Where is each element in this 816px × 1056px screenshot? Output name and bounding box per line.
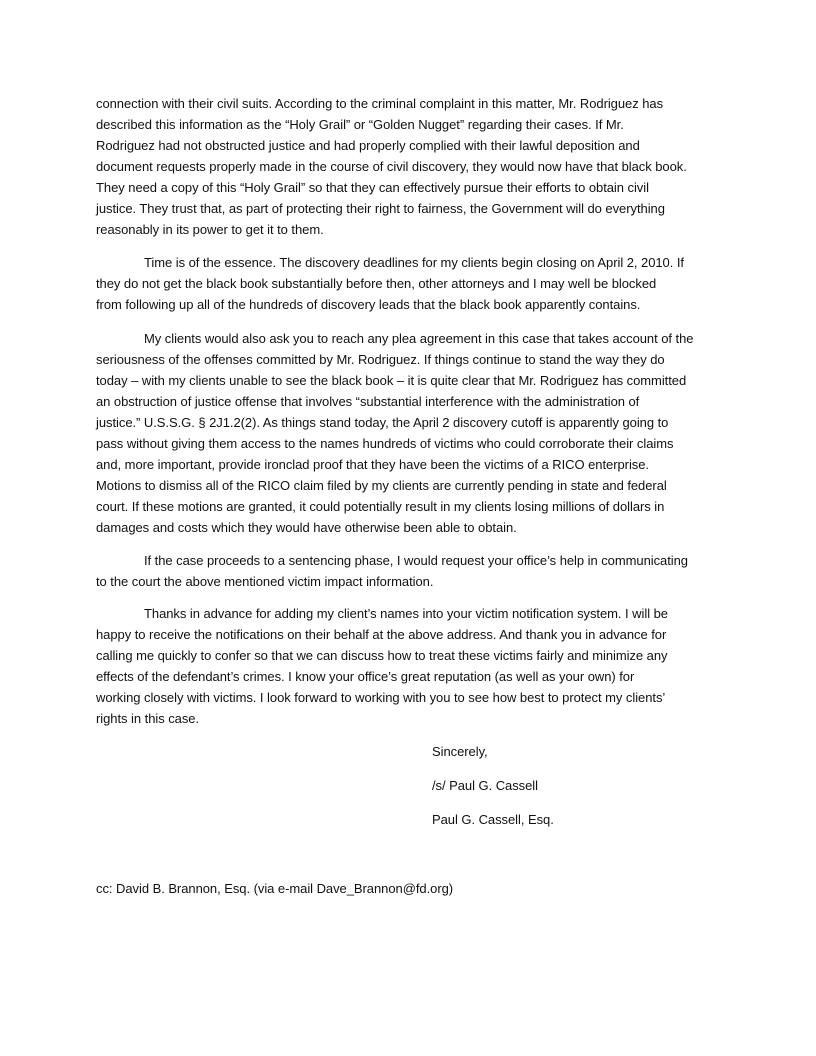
continuation-line-6: justice. They trust that, as part of protecting their right to fairness, the Government will do everything (96, 201, 665, 216)
para-plea-line-10: damages and costs which they would have otherwise been able to obtain. (96, 520, 517, 535)
para-sentencing-line-2: to the court the above mentioned victim impact information. (96, 574, 434, 589)
para-plea-line-2: seriousness of the offenses committed by Mr. Rodriguez. If things continue to stand the way they do (96, 352, 665, 367)
para-plea-line-4: an obstruction of justice offense that involves “substantial interference with the administration of (96, 394, 640, 409)
para-thanks-line-5: working closely with victims. I look forward to working with you to see how best to protect my clients’ (96, 690, 666, 705)
para-plea-line-8: Motions to dismiss all of the RICO claim filed by my clients are currently pending in state and federal (96, 478, 667, 493)
para-thanks-line-1: Thanks in advance for adding my client’s names into your victim notification system. I will be (144, 606, 668, 621)
continuation-line-3: Rodriguez had not obstructed justice and had properly complied with their lawful deposition and (96, 138, 640, 153)
para-plea-line-9: court. If these motions are granted, it could potentially result in my clients losing millions of dollars in (96, 499, 665, 514)
para-sentencing-line-1: If the case proceeds to a sentencing phase, I would request your office’s help in communicating (144, 553, 688, 568)
closing-salutation: Sincerely, (432, 744, 488, 759)
para-time-line-3: from following up all of the hundreds of discovery leads that the black book apparently contains. (96, 297, 641, 312)
para-plea-line-6: pass without giving them access to the names hundreds of victims who could corroborate their claims (96, 436, 674, 451)
para-plea-line-3: today – with my clients unable to see the black book – it is quite clear that Mr. Rodriguez has committed (96, 373, 687, 388)
continuation-line-4: document requests properly made in the course of civil discovery, they would now have that black book. (96, 159, 687, 174)
para-plea-line-5: justice.” U.S.S.G. § 2J1.2(2). As things stand today, the April 2 discovery cutoff is apparently going to (96, 415, 669, 430)
para-thanks-line-2: happy to receive the notifications on their behalf at the above address. And thank you in advance for (96, 627, 667, 642)
continuation-line-7: reasonably in its power to get it to them. (96, 222, 324, 237)
para-time-line-2: they do not get the black book substantially before then, other attorneys and I may well be blocked (96, 276, 657, 291)
para-thanks-line-6: rights in this case. (96, 711, 200, 726)
closing-name: Paul G. Cassell, Esq. (432, 812, 554, 827)
continuation-line-2: described this information as the “Holy Grail” or “Golden Nugget” regarding their cases. If Mr. (96, 117, 624, 132)
continuation-line-1: connection with their civil suits. According to the criminal complaint in this matter, Mr. Rodriguez has (96, 96, 664, 111)
para-thanks-line-4: effects of the defendant’s crimes. I know your office’s great reputation (as well as your own) for (96, 669, 635, 684)
para-thanks-line-3: calling me quickly to confer so that we can discuss how to treat these victims fairly and minimize any (96, 648, 668, 663)
para-plea-line-7: and, more important, provide ironclad proof that they have been the victims of a RICO enterprise. (96, 457, 649, 472)
continuation-line-5: They need a copy of this “Holy Grail” so that they can effectively pursue their efforts to obtain civil (96, 180, 649, 195)
para-time-line-1: Time is of the essence. The discovery deadlines for my clients begin closing on April 2, 2010. If (144, 255, 684, 270)
closing-signature: /s/ Paul G. Cassell (432, 778, 538, 793)
cc-line: cc: David B. Brannon, Esq. (via e-mail Dave_Brannon@fd.org) (96, 881, 454, 896)
para-plea-line-1: My clients would also ask you to reach any plea agreement in this case that takes account of the (144, 331, 694, 346)
